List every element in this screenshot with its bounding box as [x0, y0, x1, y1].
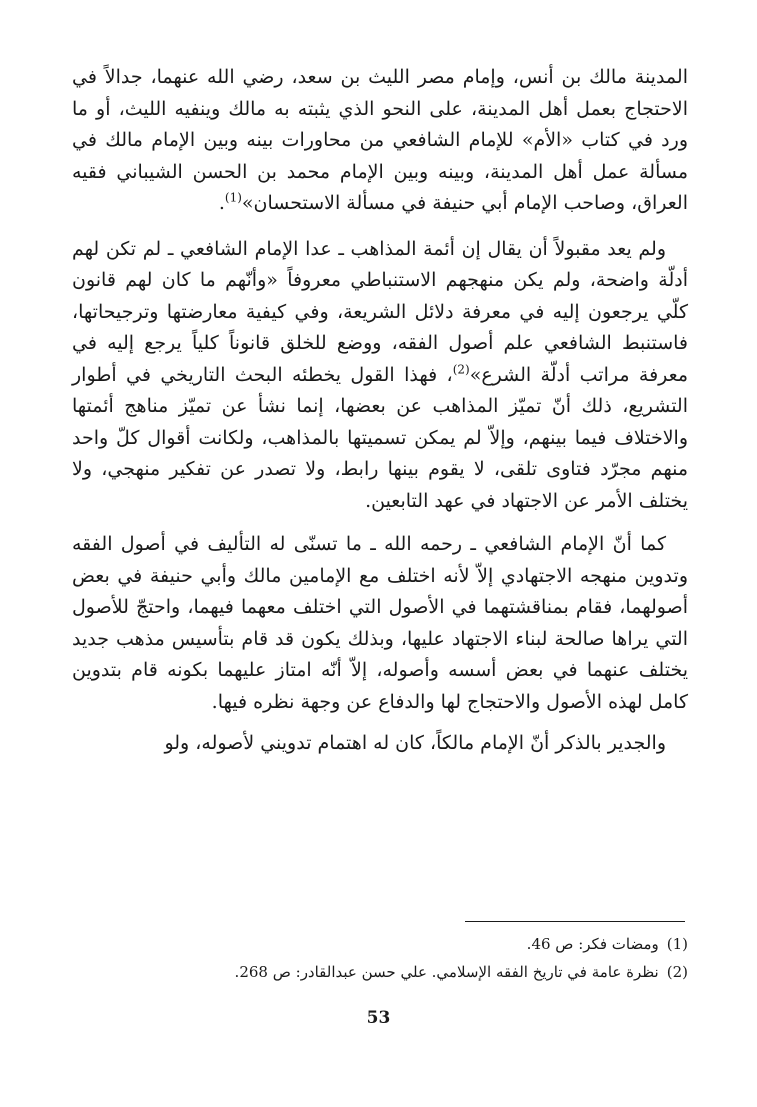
paragraph-1-end: .: [218, 192, 225, 214]
footnotes-section: [72, 930, 688, 986]
footnote-1-number: (1): [666, 935, 688, 953]
footnote-ref-2[interactable]: (2): [452, 362, 470, 377]
footnote-2: [72, 958, 688, 986]
footnote-ref-1[interactable]: (1): [224, 190, 242, 205]
paragraph-2: [72, 234, 688, 518]
paragraph-2-text-a: ولم يعد مقبولاً أن يقال إن أئمة المذاهب ـ عدا الإمام الشافعي ـ لم تكن لهم أدلّة واضحة، ولم يكن منهجهم الاستنباطي معروفاً «وأنّهم ما كان لهم قانون كلّي يرجعون إليه في معرفة دلائل الشريعة، وفي كيفية معارضتها وترجيحاتها، فاستنبط الشافعي علم أصول الفقه، ووضع للخلق قانوناً كلياً يرجع إليه في معرفة مراتب أدلّة الشرع»: [72, 237, 689, 386]
paragraph-4: [72, 728, 688, 760]
footnote-1: [72, 930, 688, 958]
paragraph-4-text: والجدير بالذكر أنّ الإمام مالكاً، كان له اهتمام تدويني لأصوله، ولو: [164, 732, 666, 754]
paragraph-2-text-b: ، فهذا القول يخطئه البحث التاريخي في أطوار التشريع، ذلك أنّ تميّز المذاهب عن بعضها، إنما نشأ عن تميّز مناهج أئمتها والاختلاف فيما بينهم، وإلاّ لم يمكن تسميتها بالمذاهب، ولكانت أقوال كلّ واحد منهم مجرّد فتاوى تلقى، لا يقوم بينها رابط، ولا تصدر عن تفكير منهجي، ولا يختلف الأمر عن الاجتهاد في عهد التابعين.: [72, 363, 688, 512]
paragraph-1-text: المدينة مالك بن أنس، وإمام مصر الليث بن سعد، رضي الله عنهما، جدالاً في الاحتجاج بعمل أهل المدينة، على النحو الذي يثبته به مالك وينفيه الليث، أو ما ورد في كتاب «الأم» للإمام الشافعي من محاورات بينه وبين الإمام مالك في مسألة عمل أهل المدينة، وبينه وبين الإمام محمد بن الحسن الشيباني فقيه العراق، وصاحب الإمام أبي حنيفة في مسألة الاستحسان»: [72, 66, 688, 214]
page-number: 53: [366, 1008, 391, 1028]
footnote-2-number: (2): [666, 963, 688, 981]
paragraph-1: [72, 62, 688, 220]
footnote-1-text: ومضات فكر: ص 46.: [526, 935, 659, 953]
footnote-2-text: نظرة عامة في تاريخ الفقه الإسلامي. علي حسن عبدالقادر: ص 268.: [234, 963, 659, 981]
paragraph-3-text: كما أنّ الإمام الشافعي ـ رحمه الله ـ ما تسنّى له التأليف في أصول الفقه وتدوين منهجه الاجتهادي إلاّ لأنه اختلف مع الإمامين مالك وأبي حنيفة في بعض أصولهما، فقام بمناقشتهما في الأصول التي اختلف معهما فيهما، واحتجّ للأصول التي يراها صالحة لبناء الاجتهاد عليها، وبذلك يكون قد قام بتأسيس مذهب جديد يختلف عنهما في بعض أسسه وأصوله، إلاّ أنّه امتاز عليهما بكونه قام بتدوين كامل لهذه الأصول والاحتجاج لها والدفاع عن وجهة نظره فيها.: [72, 533, 688, 713]
paragraph-3: [72, 529, 688, 718]
footnote-divider: [465, 921, 685, 922]
main-text-body: [72, 62, 688, 772]
